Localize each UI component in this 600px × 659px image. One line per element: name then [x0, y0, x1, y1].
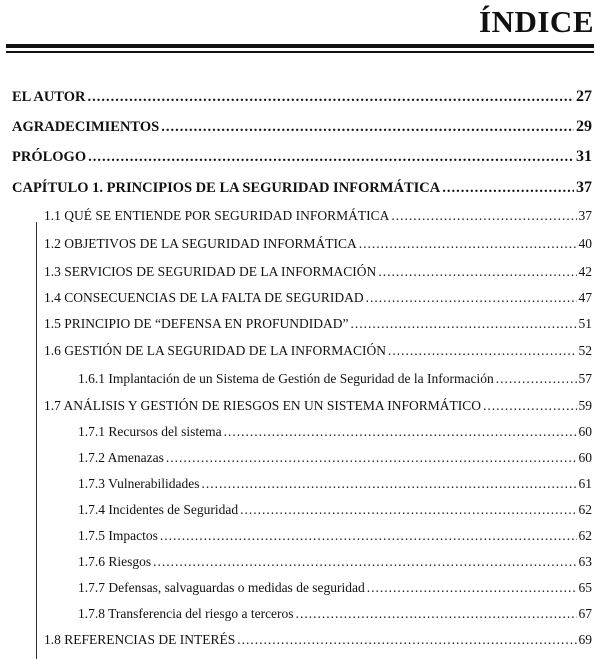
- dot-leader: [202, 476, 577, 492]
- toc-entry-page: 62: [578, 528, 592, 543]
- toc-entry-label: 1.7.6 Riesgos: [78, 554, 152, 569]
- toc-entry-el-autor[interactable]: [12, 88, 592, 106]
- dot-leader: [296, 606, 577, 622]
- toc-entry-label: 1.7.1 Recursos del sistema: [78, 424, 222, 439]
- dot-leader: [388, 343, 577, 359]
- toc-entry-page: 60: [578, 450, 592, 465]
- toc-entry-1-7-8[interactable]: [78, 606, 592, 622]
- toc-entry-label: 1.2 OBJETIVOS DE LA SEGURIDAD INFORMÁTICA: [44, 236, 357, 251]
- toc-entry-1-7-1[interactable]: [78, 424, 592, 440]
- dot-leader: [366, 290, 577, 306]
- toc-entry-1-7-3[interactable]: [78, 476, 592, 492]
- toc-entry-label: 1.7.2 Amenazas: [78, 450, 164, 465]
- toc-entry-1-5[interactable]: [44, 316, 592, 332]
- toc-entry-page: 61: [578, 476, 592, 491]
- toc-entry-page: 69: [578, 632, 592, 647]
- toc-entry-page: 62: [578, 502, 592, 517]
- dot-leader: [391, 208, 576, 224]
- dot-leader: [351, 316, 577, 332]
- toc-entry-agradecimientos[interactable]: [12, 118, 592, 136]
- dot-leader: [240, 502, 576, 518]
- toc-entry-page: 37: [576, 179, 592, 196]
- toc-entry-1-7-2[interactable]: [78, 450, 592, 466]
- dot-leader: [224, 424, 577, 440]
- toc-entry-prologo[interactable]: [12, 148, 592, 166]
- dot-leader: [160, 528, 577, 544]
- toc-entry-1-7-4[interactable]: [78, 502, 592, 518]
- toc-entry-page: 60: [578, 424, 592, 439]
- toc-entry-1-7[interactable]: [44, 398, 592, 414]
- toc-entry-page: 51: [578, 316, 592, 331]
- toc-entry-page: 57: [578, 371, 592, 386]
- dot-leader: [161, 119, 574, 136]
- dot-leader: [442, 180, 574, 197]
- toc-entry-page: 52: [578, 343, 592, 358]
- title-rule-thick: [6, 44, 594, 48]
- toc-entry-label: CAPÍTULO 1. PRINCIPIOS DE LA SEGURIDAD INFORMÁTICA: [12, 180, 441, 196]
- dot-leader: [237, 632, 576, 648]
- toc-entry-page: 59: [578, 398, 592, 413]
- dot-leader: [496, 371, 577, 387]
- toc-entry-1-1[interactable]: [44, 208, 592, 224]
- toc-entry-page: 37: [578, 208, 592, 223]
- toc-entry-1-7-7[interactable]: [78, 580, 592, 596]
- toc-entry-page: 40: [578, 236, 592, 251]
- toc-entry-1-4[interactable]: [44, 290, 592, 306]
- toc-entry-page: 47: [578, 290, 592, 305]
- toc-entry-label: 1.7.7 Defensas, salvaguardas o medidas de seguridad: [78, 580, 365, 595]
- dot-leader: [153, 554, 576, 570]
- toc-entry-label: AGRADECIMIENTOS: [12, 119, 160, 135]
- toc-entry-1-8[interactable]: [44, 632, 592, 648]
- toc-entry-1-6[interactable]: [44, 343, 592, 359]
- toc-entry-page: 65: [578, 580, 592, 595]
- toc-entry-page: 42: [578, 264, 592, 279]
- dot-leader: [166, 450, 577, 466]
- dot-leader: [367, 580, 577, 596]
- dot-leader: [359, 236, 577, 252]
- toc-entry-label: 1.7.5 Impactos: [78, 528, 158, 543]
- toc-entry-label: 1.6.1 Implantación de un Sistema de Gestión de Seguridad de la Información: [78, 371, 494, 386]
- page-title: ÍNDICE: [479, 4, 594, 39]
- toc-entry-label: EL AUTOR: [12, 89, 86, 105]
- toc-entry-page: 31: [576, 148, 592, 165]
- toc-entry-label: 1.1 QUÉ SE ENTIENDE POR SEGURIDAD INFORMÁTICA: [44, 208, 390, 223]
- dot-leader: [87, 89, 574, 106]
- title-rule-thin: [6, 51, 594, 53]
- toc-entry-1-7-5[interactable]: [78, 528, 592, 544]
- toc-entry-label: 1.4 CONSECUENCIAS DE LA FALTA DE SEGURIDAD: [44, 290, 364, 305]
- toc-entry-1-6-1[interactable]: [78, 371, 592, 387]
- toc-entry-label: 1.8 REFERENCIAS DE INTERÉS: [44, 632, 236, 647]
- toc-entry-1-3[interactable]: [44, 264, 592, 280]
- toc-entry-page: 63: [578, 554, 592, 569]
- toc-entry-label: PRÓLOGO: [12, 149, 87, 165]
- toc-entry-label: 1.7 ANÁLISIS Y GESTIÓN DE RIESGOS EN UN SISTEMA INFORMÁTICO: [44, 398, 482, 413]
- dot-leader: [88, 149, 574, 166]
- toc-entry-label: 1.6 GESTIÓN DE LA SEGURIDAD DE LA INFORMACIÓN: [44, 343, 386, 358]
- toc-entry-label: 1.3 SERVICIOS DE SEGURIDAD DE LA INFORMACIÓN: [44, 264, 377, 279]
- toc-entry-label: 1.7.8 Transferencia del riesgo a terceros: [78, 606, 294, 621]
- chapter-indent-guide: [36, 222, 37, 659]
- toc-entry-page: 29: [576, 118, 592, 135]
- dot-leader: [483, 398, 576, 414]
- dot-leader: [378, 264, 576, 280]
- toc-entry-label: 1.5 PRINCIPIO DE “DEFENSA EN PROFUNDIDAD”: [44, 316, 349, 331]
- toc-entry-page: 67: [578, 606, 592, 621]
- toc-entry-capitulo-1[interactable]: [12, 179, 592, 197]
- toc-entry-1-2[interactable]: [44, 236, 592, 252]
- toc-entry-label: 1.7.3 Vulnerabilidades: [78, 476, 200, 491]
- toc-entry-page: 27: [576, 88, 592, 105]
- toc-entry-label: 1.7.4 Incidentes de Seguridad: [78, 502, 239, 517]
- toc-entry-1-7-6[interactable]: [78, 554, 592, 570]
